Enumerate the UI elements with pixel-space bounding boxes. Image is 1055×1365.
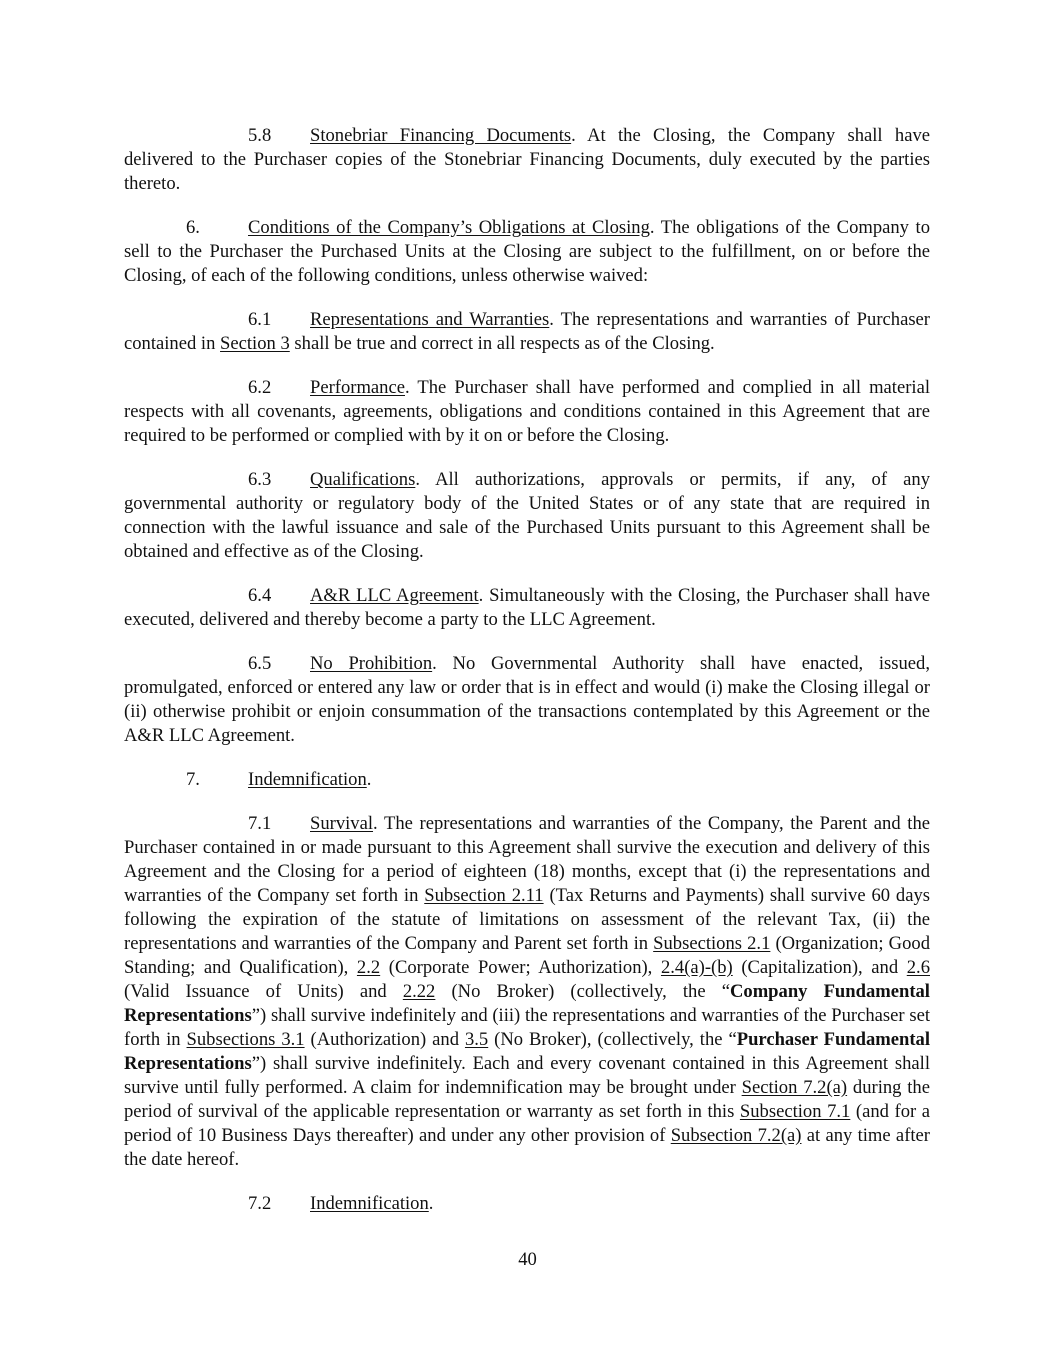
section-title: Indemnification: [310, 1193, 429, 1214]
section-text: . No Governmental Authority shall have enacted, issued, promulgated, enforced or entered any law or order that is in effect and would (i) make the Closing illegal or (ii) otherwise prohibit or enjoin consummation of the transactions contemplated by this Agreement or the A&R LLC Agreement.: [124, 653, 930, 746]
section-number: 6.2: [248, 377, 272, 398]
section-7-2: [124, 1192, 930, 1216]
section-7-1: [124, 812, 930, 1172]
section-number: 7.: [186, 769, 200, 790]
cross-reference: 3.5: [464, 1029, 489, 1050]
cross-reference: Section 7.2(a): [741, 1077, 848, 1098]
section-6-5: [124, 652, 930, 748]
section-number: 6.3: [248, 469, 272, 490]
section-text: (Valid Issuance of Units) and: [124, 981, 403, 1002]
section-title: Survival: [310, 813, 374, 834]
section-text: .: [366, 769, 372, 790]
section-text: (Organization; Good Standing; and Qualification),: [124, 933, 930, 978]
section-title: Indemnification: [248, 769, 367, 790]
section-text: (Authorization) and: [304, 1029, 465, 1050]
defined-term: Company Fundamental Representations: [124, 981, 930, 1026]
section-5-8: [124, 124, 930, 196]
cross-reference: Subsection 2.11: [424, 885, 544, 906]
section-text: (Capitalization), and: [732, 957, 907, 978]
section-text: . The obligations of the Company to sell to the Purchaser the Purchased Units at the Closing are subject to the fulfillment, on or before the Closing, of each of the following conditions, unless otherwise waived:: [124, 217, 930, 286]
section-title: Conditions of the Company’s Obligations at Closing: [248, 217, 650, 238]
section-number: 6.4: [248, 585, 272, 606]
section-text: . The representations and warranties of the Company, the Parent and the Purchaser contained in or made pursuant to this Agreement shall survive the execution and delivery of this Agreement and the Closing for a period of eighteen (18) months, except that (i) the representations and warranties of the Company set forth in: [124, 813, 930, 906]
section-text: at any time after the date hereof.: [124, 1125, 930, 1170]
section-6-3: [124, 468, 930, 564]
cross-reference: 2.4(a)-(b): [660, 957, 733, 978]
section-6-4: [124, 584, 930, 632]
section-text: ”) shall survive indefinitely and (iii) the representations and warranties of the Purchaser set forth in: [124, 1005, 930, 1050]
cross-reference: Subsections 2.1: [653, 933, 771, 954]
section-title: Stonebriar Financing Documents: [310, 125, 572, 146]
section-text: (No Broker) (collectively, the “: [435, 981, 730, 1002]
section-text: . The representations and warranties of Purchaser contained in: [124, 309, 930, 354]
section-text: during the period of survival of the applicable representation or warranty as set forth in this: [124, 1077, 930, 1122]
section-7: [124, 768, 930, 792]
section-number: 6.5: [248, 653, 272, 674]
section-number: 5.8: [248, 125, 272, 146]
section-text: . All authorizations, approvals or permits, if any, of any governmental authority or regulatory body of the United States or of any state that are required in connection with the lawful issuance and sale of the Purchased Units pursuant to this Agreement shall be obtained and effective as of the Closing.: [124, 469, 930, 562]
section-text: .: [428, 1193, 434, 1214]
cross-reference: Subsection 7.2(a): [670, 1125, 802, 1146]
cross-reference: 2.6: [906, 957, 930, 978]
section-title: Qualifications: [310, 469, 416, 490]
cross-reference: Subsections 3.1: [186, 1029, 305, 1050]
cross-reference: 2.2: [356, 957, 381, 978]
section-6-2: [124, 376, 930, 448]
section-text: shall be true and correct in all respects as of the Closing.: [289, 333, 715, 354]
section-title: Representations and Warranties: [310, 309, 550, 330]
document-page: [124, 124, 930, 1236]
section-text: . The Purchaser shall have performed and complied in all material respects with all covenants, agreements, obligations and conditions contained in this Agreement that are required to be performed or complied with by it on or before the Closing.: [124, 377, 930, 446]
section-text: ”) shall survive indefinitely. Each and every covenant contained in this Agreement shall survive until fully performed. A claim for indemnification may be brought under: [124, 1053, 930, 1098]
section-text: (Tax Returns and Payments) shall survive 60 days following the expiration of the statute of limitations on assessment of the relevant Tax, (ii) the representations and warranties of the Company and Parent set forth in: [124, 885, 930, 954]
defined-term: Purchaser Fundamental Representations: [124, 1029, 931, 1074]
section-number: 7.1: [248, 813, 272, 834]
section-title: Performance: [310, 377, 405, 398]
section-text: . At the Closing, the Company shall have delivered to the Purchaser copies of the Stonebriar Financing Documents, duly executed by the parties thereto.: [124, 125, 930, 194]
section-number: 7.2: [248, 1193, 272, 1214]
section-title: A&R LLC Agreement: [310, 585, 479, 606]
section-text: (No Broker), (collectively, the “: [488, 1029, 737, 1050]
section-number: 6.: [186, 217, 200, 238]
section-title: No Prohibition: [310, 653, 433, 674]
cross-reference: Subsection 7.1: [739, 1101, 851, 1122]
cross-reference: 2.22: [402, 981, 436, 1002]
page-number: 40: [518, 1249, 537, 1270]
cross-reference: Section 3: [220, 333, 290, 354]
section-text: (Corporate Power; Authorization),: [380, 957, 661, 978]
section-text: (and for a period of 10 Business Days thereafter) and under any other provision of: [124, 1101, 930, 1146]
section-6-1: [124, 308, 930, 356]
section-6: [124, 216, 930, 288]
section-text: . Simultaneously with the Closing, the Purchaser shall have executed, delivered and thereby become a party to the LLC Agreement.: [124, 585, 931, 630]
section-number: 6.1: [248, 309, 272, 330]
